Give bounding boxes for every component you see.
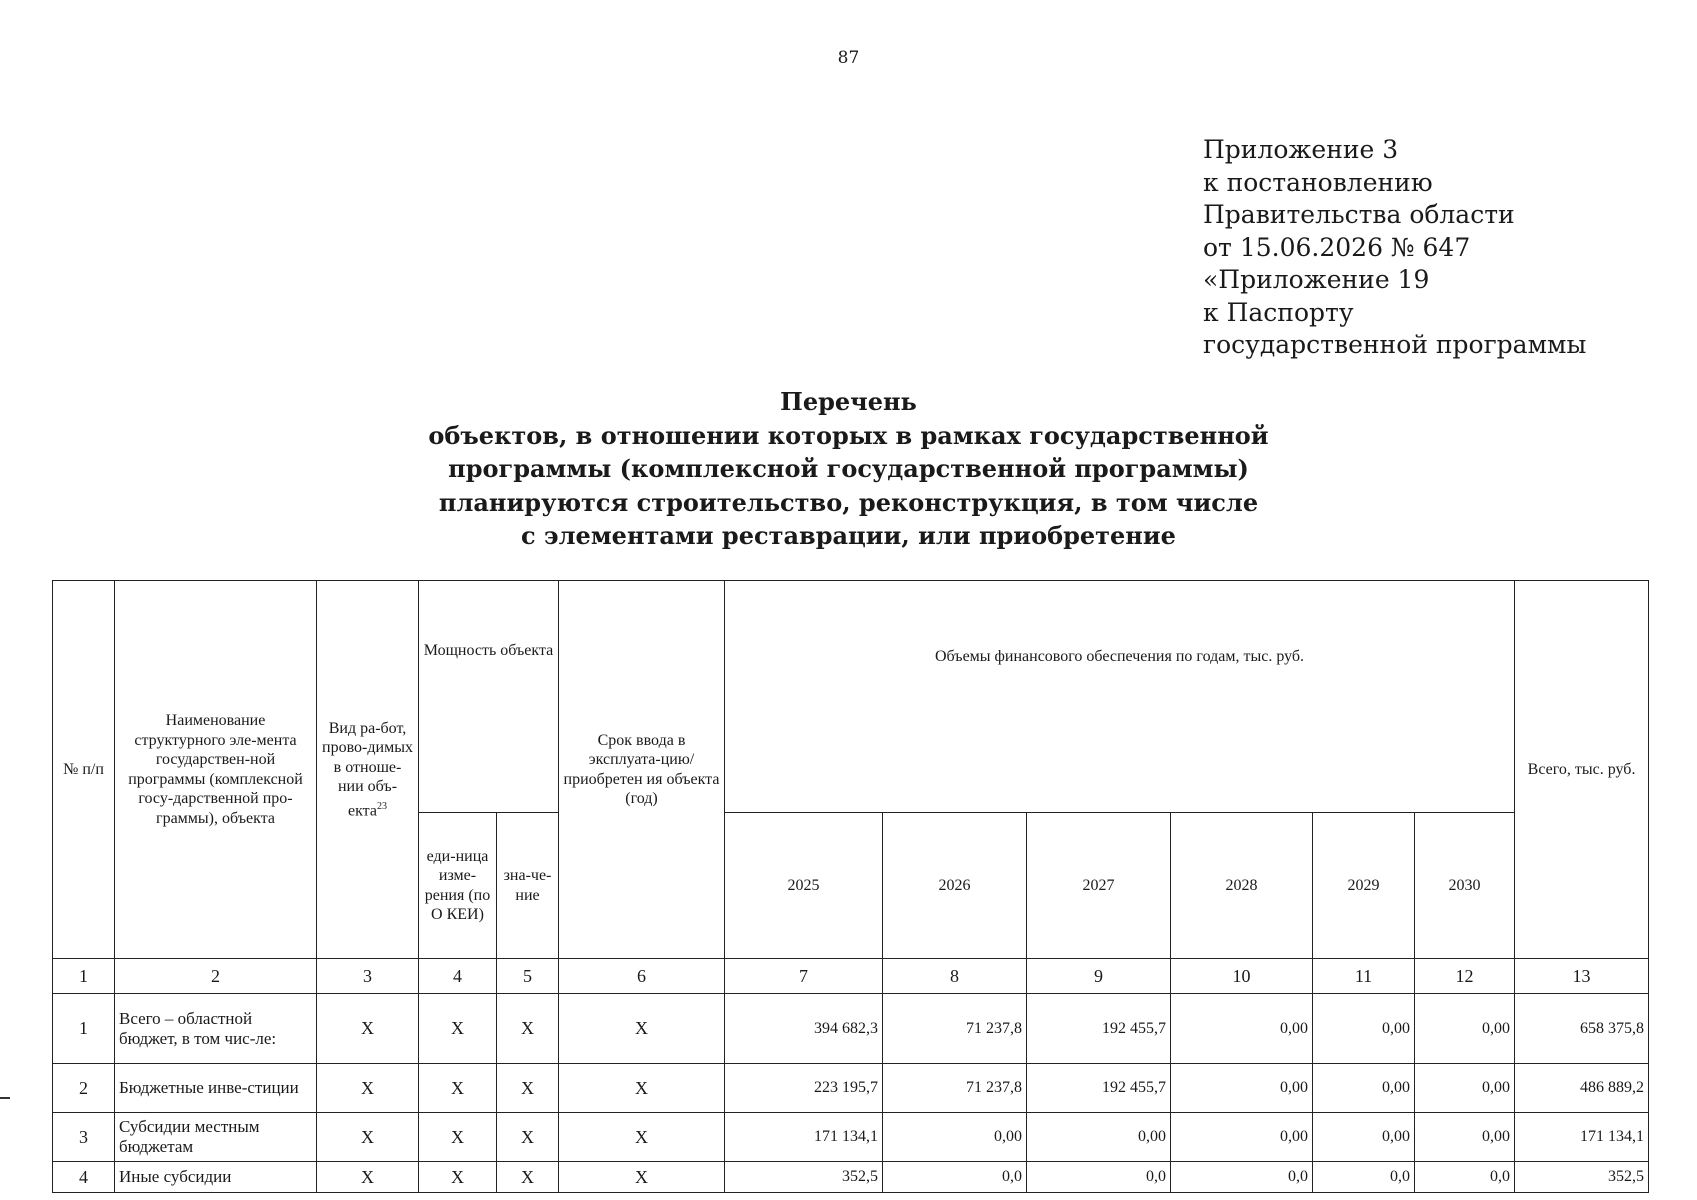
header-year-2029: 2029 <box>1313 813 1415 959</box>
row-name: Всего – областной бюджет, в том чис-ле: <box>115 994 317 1064</box>
appendix-line: Правительства области <box>1203 200 1515 229</box>
row-2027: 192 455,7 <box>1027 1064 1171 1113</box>
row-num: 1 <box>53 994 115 1064</box>
row-work-type: Х <box>317 1162 419 1193</box>
column-number: 11 <box>1313 959 1415 994</box>
column-number: 3 <box>317 959 419 994</box>
header-year-2030: 2030 <box>1415 813 1515 959</box>
row-2029: 0,00 <box>1313 1113 1415 1162</box>
column-number: 13 <box>1515 959 1649 994</box>
row-2026: 71 237,8 <box>883 994 1027 1064</box>
row-2030: 0,00 <box>1415 994 1515 1064</box>
row-2026: 0,0 <box>883 1162 1027 1193</box>
column-number: 7 <box>725 959 883 994</box>
row-name: Субсидии местным бюджетам <box>115 1113 317 1162</box>
title-line: Перечень <box>780 387 917 416</box>
document-title <box>0 385 1697 553</box>
appendix-line: от 15.06.2026 № 647 <box>1203 232 1471 262</box>
margin-mark <box>0 1097 10 1099</box>
column-number-row <box>53 959 1649 994</box>
column-number: 2 <box>115 959 317 994</box>
row-unit: Х <box>419 1162 497 1193</box>
header-year-2025: 2025 <box>725 813 883 959</box>
row-num: 3 <box>53 1113 115 1162</box>
row-unit: Х <box>419 994 497 1064</box>
row-2026: 0,00 <box>883 1113 1027 1162</box>
header-capacity: Мощность объекта <box>419 581 559 813</box>
column-number: 6 <box>559 959 725 994</box>
row-2025: 223 195,7 <box>725 1064 883 1113</box>
table-row <box>53 1064 1649 1113</box>
appendix-block <box>1203 134 1586 362</box>
column-number: 10 <box>1171 959 1313 994</box>
column-number: 1 <box>53 959 115 994</box>
row-value: Х <box>497 1064 559 1113</box>
table-row <box>53 994 1649 1064</box>
row-num: 4 <box>53 1162 115 1193</box>
header-year-2027: 2027 <box>1027 813 1171 959</box>
row-term: Х <box>559 1113 725 1162</box>
footnote-ref: 23 <box>376 800 387 812</box>
header-value: зна-че-ние <box>497 813 559 959</box>
column-number: 9 <box>1027 959 1171 994</box>
title-line: программы (комплексной государственной программы) <box>448 454 1249 483</box>
row-work-type: Х <box>317 994 419 1064</box>
page-number: 87 <box>837 48 860 68</box>
row-2030: 0,00 <box>1415 1113 1515 1162</box>
column-number: 5 <box>497 959 559 994</box>
row-2030: 0,00 <box>1415 1064 1515 1113</box>
row-unit: Х <box>419 1113 497 1162</box>
row-2028: 0,00 <box>1171 1113 1313 1162</box>
row-2030: 0,0 <box>1415 1162 1515 1193</box>
header-unit: еди-ница изме-рения (по О КЕИ) <box>419 813 497 959</box>
appendix-line: государственной программы <box>1203 330 1587 359</box>
row-total: 352,5 <box>1515 1162 1649 1193</box>
row-2025: 171 134,1 <box>725 1113 883 1162</box>
objects-table <box>52 580 1649 1193</box>
row-total: 171 134,1 <box>1515 1113 1649 1162</box>
appendix-line: к Паспорту <box>1203 297 1354 327</box>
header-work-type <box>317 581 419 959</box>
row-work-type: Х <box>317 1064 419 1113</box>
row-name: Бюджетные инве-стиции <box>115 1064 317 1113</box>
row-unit: Х <box>419 1064 497 1113</box>
appendix-line: Приложение 3 <box>1203 135 1399 164</box>
row-work-type: Х <box>317 1113 419 1162</box>
row-value: Х <box>497 1113 559 1162</box>
title-line: планируются строительство, реконструкция, в том числе <box>438 487 1259 517</box>
column-number: 12 <box>1415 959 1515 994</box>
row-2027: 0,0 <box>1027 1162 1171 1193</box>
header-year-2026: 2026 <box>883 813 1027 959</box>
header-num: № п/п <box>53 581 115 959</box>
row-term: Х <box>559 1064 725 1113</box>
row-total: 658 375,8 <box>1515 994 1649 1064</box>
row-2027: 0,00 <box>1027 1113 1171 1162</box>
row-2027: 192 455,7 <box>1027 994 1171 1064</box>
header-term: Срок ввода в эксплуата-цию/приобретен ия объекта (год) <box>559 581 725 959</box>
row-2025: 352,5 <box>725 1162 883 1193</box>
row-2026: 71 237,8 <box>883 1064 1027 1113</box>
row-term: Х <box>559 994 725 1064</box>
table-row <box>53 1113 1649 1162</box>
column-number: 4 <box>419 959 497 994</box>
header-row-top <box>53 581 1649 813</box>
row-value: Х <box>497 994 559 1064</box>
row-2029: 0,00 <box>1313 1064 1415 1113</box>
row-name: Иные субсидии <box>115 1162 317 1193</box>
header-total: Всего, тыс. руб. <box>1515 581 1649 959</box>
row-num: 2 <box>53 1064 115 1113</box>
row-term: Х <box>559 1162 725 1193</box>
row-2028: 0,0 <box>1171 1162 1313 1193</box>
row-2025: 394 682,3 <box>725 994 883 1064</box>
row-2029: 0,00 <box>1313 994 1415 1064</box>
header-name: Наименование структурного эле-мента государствен-ной программы (комплексной госу-дарственной про-граммы), объекта <box>115 581 317 959</box>
title-line: объектов, в отношении которых в рамках государственной <box>428 420 1269 450</box>
row-value: Х <box>497 1162 559 1193</box>
column-number: 8 <box>883 959 1027 994</box>
row-2029: 0,0 <box>1313 1162 1415 1193</box>
header-year-2028: 2028 <box>1171 813 1313 959</box>
title-line: с элементами реставрации, или приобретение <box>521 521 1176 550</box>
appendix-line: «Приложение 19 <box>1203 265 1430 294</box>
appendix-line: к постановлению <box>1203 167 1433 197</box>
row-2028: 0,00 <box>1171 994 1313 1064</box>
header-funding: Объемы финансового обеспечения по годам, тыс. руб. <box>725 581 1515 813</box>
row-total: 486 889,2 <box>1515 1064 1649 1113</box>
row-2028: 0,00 <box>1171 1064 1313 1113</box>
header-work-type-text: Вид ра-бот, прово-димых в отноше-нии объ-екта <box>322 719 413 819</box>
table-row <box>53 1162 1649 1193</box>
